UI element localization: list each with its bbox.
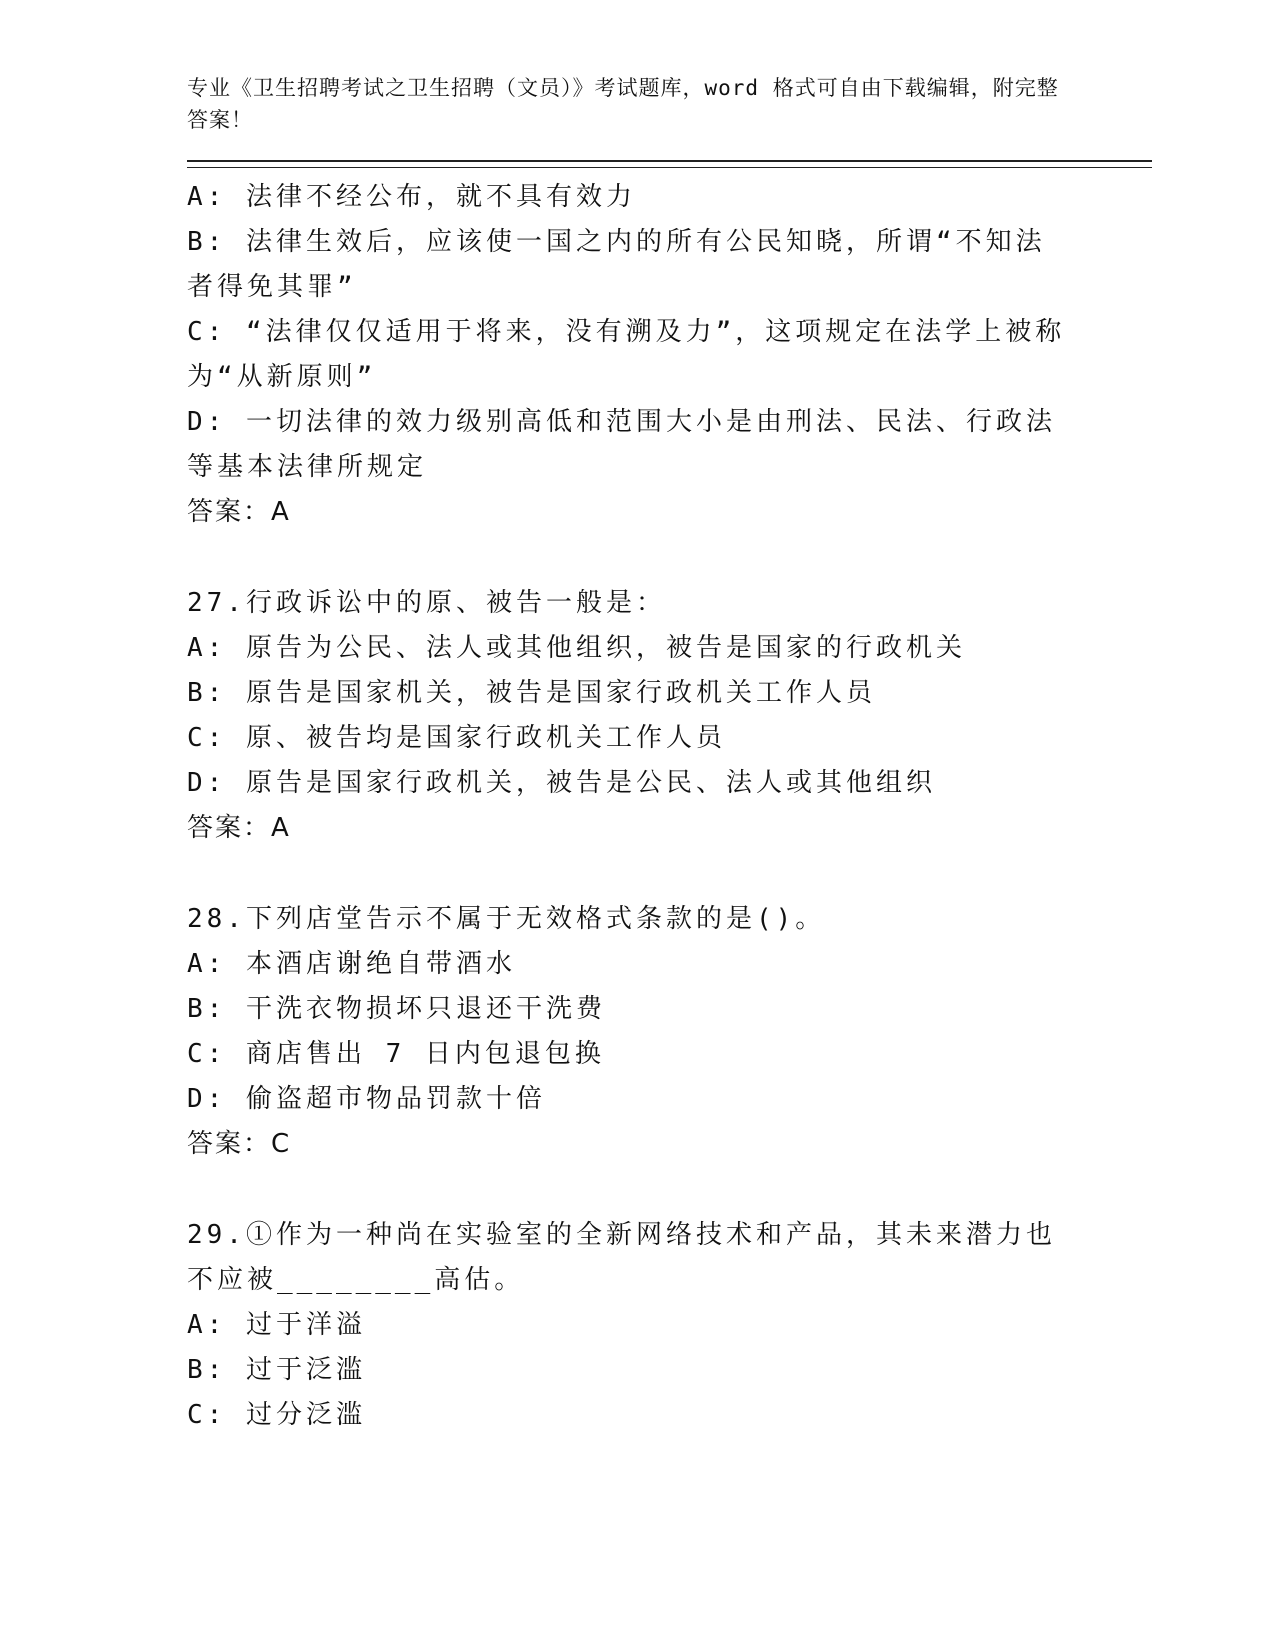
option-d: D: 原告是国家行政机关，被告是公民、法人或其他组织	[187, 768, 936, 798]
question-text: 27.行政诉讼中的原、被告一般是：	[187, 588, 666, 618]
option-d: D: 偷盗超市物品罚款十倍	[187, 1084, 546, 1114]
question-text: 28.下列店堂告示不属于无效格式条款的是()。	[187, 904, 826, 934]
option-a: A: 原告为公民、法人或其他组织，被告是国家的行政机关	[187, 633, 966, 663]
question-26	[187, 175, 1067, 535]
option-d: D: 一切法律的效力级别高低和范围大小是由刑法、民法、行政法等基本法律所规定	[187, 407, 1056, 482]
option-c: C: 过分泛滥	[187, 1400, 366, 1430]
question-content	[187, 175, 1067, 1438]
option-c: C: “法律仅仅适用于将来，没有溯及力”，这项规定在法学上被称为“从新原则”	[187, 317, 1066, 392]
option-b: B: 干洗衣物损坏只退还干洗费	[187, 994, 606, 1024]
spacer	[187, 535, 1067, 581]
spacer	[187, 1167, 1067, 1213]
answer-line: 答案：A	[187, 497, 291, 527]
document-page	[187, 72, 1152, 1438]
header-divider	[187, 160, 1152, 168]
question-28	[187, 897, 1067, 1167]
question-27	[187, 581, 1067, 851]
question-29	[187, 1213, 1067, 1438]
option-a: A: 过于洋溢	[187, 1310, 366, 1340]
option-c: C: 原、被告均是国家行政机关工作人员	[187, 723, 726, 753]
option-b: B: 过于泛滥	[187, 1355, 366, 1385]
answer-line: 答案：C	[187, 1129, 292, 1159]
option-a: A: 法律不经公布，就不具有效力	[187, 182, 636, 212]
spacer	[187, 851, 1067, 897]
document-header: 专业《卫生招聘考试之卫生招聘（文员）》考试题库，word 格式可自由下载编辑，附完整答案！	[187, 76, 1059, 132]
answer-line: 答案：A	[187, 813, 291, 843]
option-b: B: 法律生效后，应该使一国之内的所有公民知晓，所谓“不知法者得免其罪”	[187, 227, 1046, 302]
option-a: A: 本酒店谢绝自带酒水	[187, 949, 516, 979]
question-text: 29.①作为一种尚在实验室的全新网络技术和产品，其未来潜力也不应被________高估。	[187, 1220, 1056, 1295]
option-b: B: 原告是国家机关，被告是国家行政机关工作人员	[187, 678, 876, 708]
option-c: C: 商店售出 7 日内包退包换	[187, 1039, 605, 1069]
